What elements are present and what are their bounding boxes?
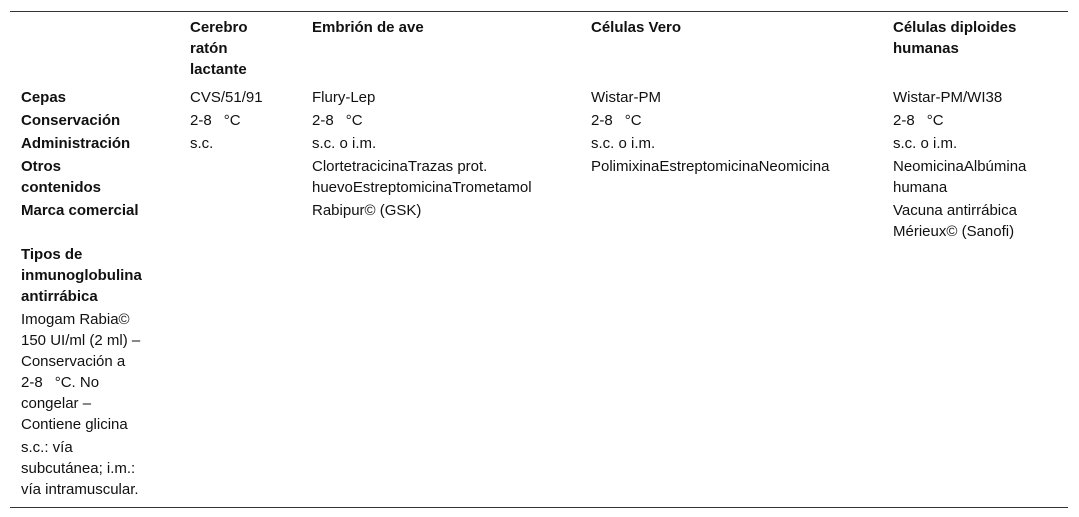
- table-cell: 2-8 °C: [190, 112, 241, 129]
- table-cell: Wistar-PM/WI38: [893, 89, 1003, 106]
- table-cell: Rabipur© (GSK): [312, 202, 422, 219]
- table-cell: s.c. o i.m.: [591, 135, 656, 152]
- table-cell: 2-8 °C: [893, 112, 944, 129]
- row-label-marca-comercial: Marca comercial: [21, 202, 139, 219]
- col-header-cerebro: Cerebro ratón lactante: [190, 19, 248, 78]
- col-header-vero: Células Vero: [591, 19, 682, 36]
- table-cell: Wistar-PM: [591, 89, 661, 106]
- row-label-cepas: Cepas: [21, 89, 67, 106]
- vaccine-table: [10, 11, 1068, 508]
- table-cell: s.c. o i.m.: [893, 135, 958, 152]
- table-cell: PolimixinaEstreptomicinaNeomicina: [591, 158, 830, 175]
- table-cell: NeomicinaAlbúmina humana: [893, 158, 1027, 196]
- section-title-inmunoglobulina: Tipos de inmunoglobulina antirrábica: [21, 246, 142, 305]
- col-header-embrion: Embrión de ave: [312, 19, 424, 36]
- row-label-conservacion: Conservación: [21, 112, 121, 129]
- table-cell: Vacuna antirrábica Mérieux© (Sanofi): [893, 202, 1017, 240]
- table-cell: CVS/51/91: [190, 89, 263, 106]
- table-cell: ClortetracicinaTrazas prot. huevoEstreptomicinaTrometamol: [312, 158, 532, 196]
- table-cell: Flury-Lep: [312, 89, 376, 106]
- table-cell: s.c. o i.m.: [312, 135, 377, 152]
- row-label-administracion: Administración: [21, 135, 131, 152]
- row-label-otros-contenidos: Otros contenidos: [21, 158, 102, 196]
- section-body-imogam: Imogam Rabia© 150 UI/ml (2 ml) – Conservación a 2-8 °C. No congelar – Contiene glicina: [21, 311, 141, 433]
- table-cell: 2-8 °C: [312, 112, 363, 129]
- table-footnote: s.c.: vía subcutánea; i.m.: vía intramuscular.: [21, 439, 139, 498]
- table-cell: s.c.: [190, 135, 214, 152]
- table-cell: 2-8 °C: [591, 112, 642, 129]
- col-header-diploides: Células diploides humanas: [893, 19, 1017, 57]
